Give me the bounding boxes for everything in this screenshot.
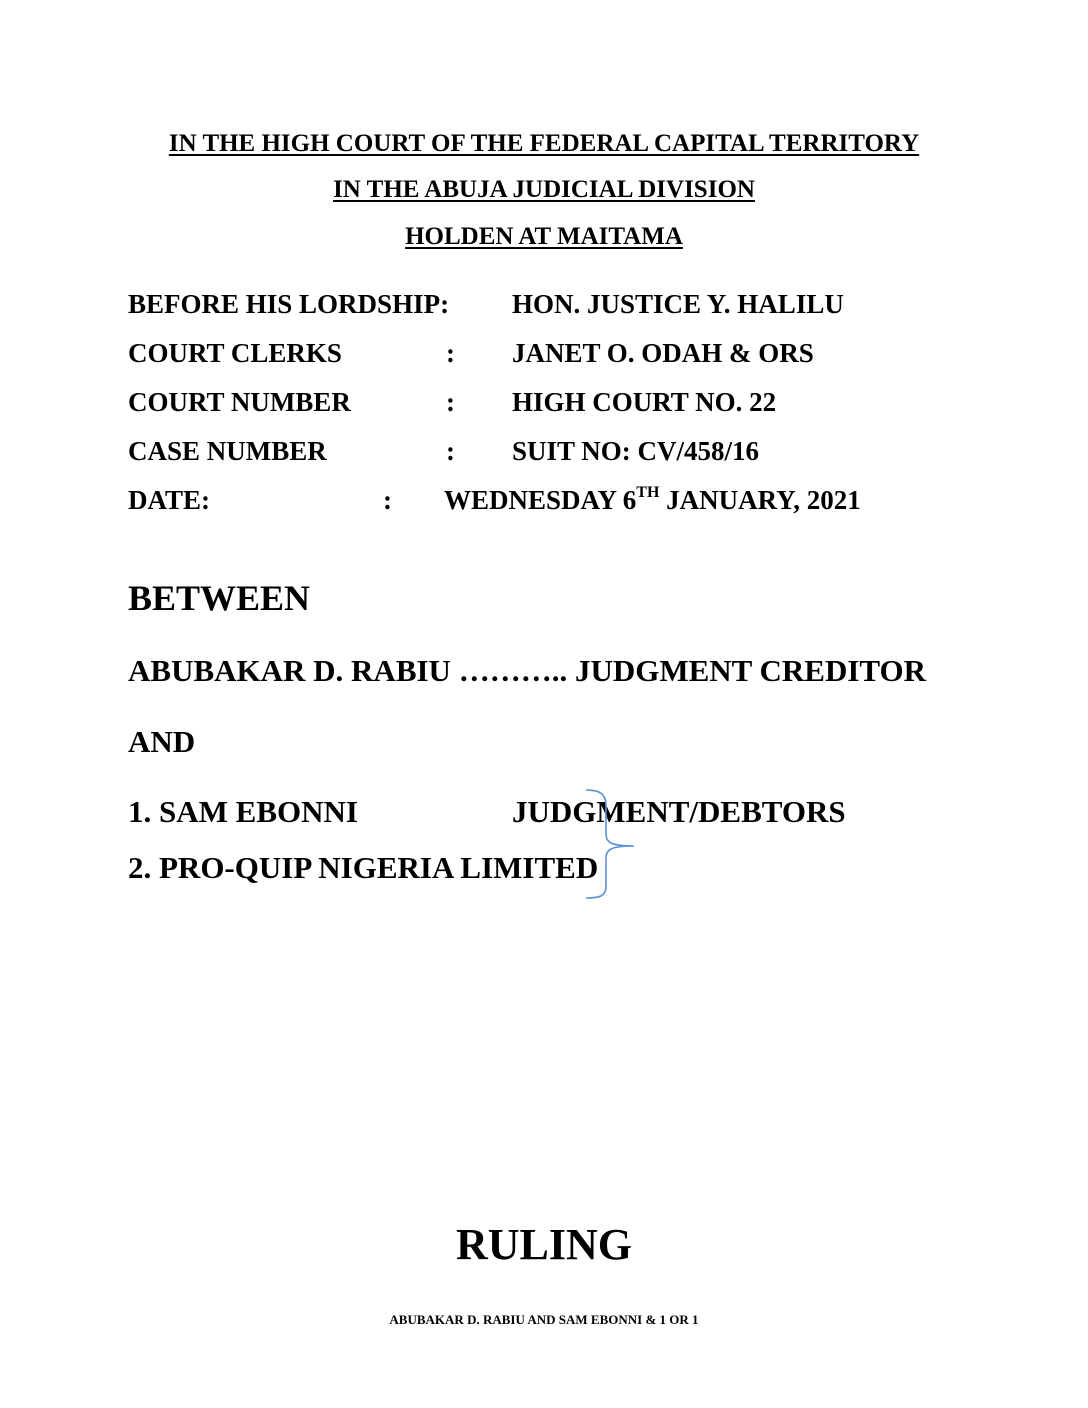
- clerks-colon: :: [446, 338, 455, 368]
- holden-heading: HOLDEN AT MAITAMA: [405, 223, 683, 250]
- ruling-title: RULING: [455, 1220, 633, 1269]
- case-number-label: CASE NUMBER: [128, 436, 327, 466]
- lordship-label: BEFORE HIS LORDSHIP:: [128, 289, 450, 319]
- curly-brace-icon: [580, 788, 640, 900]
- case-number-value: SUIT NO: CV/458/16: [512, 436, 760, 466]
- date-month-year: JANUARY, 2021: [659, 485, 861, 515]
- clerks-value: JANET O. ODAH & ORS: [512, 338, 814, 368]
- between-heading: BETWEEN: [128, 578, 311, 618]
- court-number-colon: :: [446, 387, 455, 417]
- date-value: [444, 485, 861, 516]
- debtor-1: 1. SAM EBONNI: [128, 794, 358, 829]
- page-footer: ABUBAKAR D. RABIU AND SAM EBONNI & 1 OR 1: [389, 1312, 699, 1327]
- judgment-creditor-line: ABUBAKAR D. RABIU ……….. JUDGMENT CREDITOR: [128, 653, 927, 688]
- court-heading: IN THE HIGH COURT OF THE FEDERAL CAPITAL TERRITORY: [168, 130, 920, 157]
- date-label: DATE:: [128, 485, 211, 515]
- clerks-label: COURT CLERKS: [128, 338, 342, 368]
- date-colon: :: [383, 485, 392, 515]
- lordship-value: HON. JUSTICE Y. HALILU: [512, 289, 844, 319]
- and-heading: AND: [128, 724, 196, 759]
- date-day: WEDNESDAY 6: [444, 485, 637, 515]
- court-number-label: COURT NUMBER: [128, 387, 351, 417]
- debtor-2: 2. PRO-QUIP NIGERIA LIMITED: [128, 850, 599, 885]
- date-ordinal: TH: [636, 484, 660, 501]
- court-number-value: HIGH COURT NO. 22: [512, 387, 777, 417]
- division-heading: IN THE ABUJA JUDICIAL DIVISION: [333, 176, 755, 203]
- debtors-role: JUDGMENT/DEBTORS: [512, 794, 846, 829]
- case-number-colon: :: [446, 436, 455, 466]
